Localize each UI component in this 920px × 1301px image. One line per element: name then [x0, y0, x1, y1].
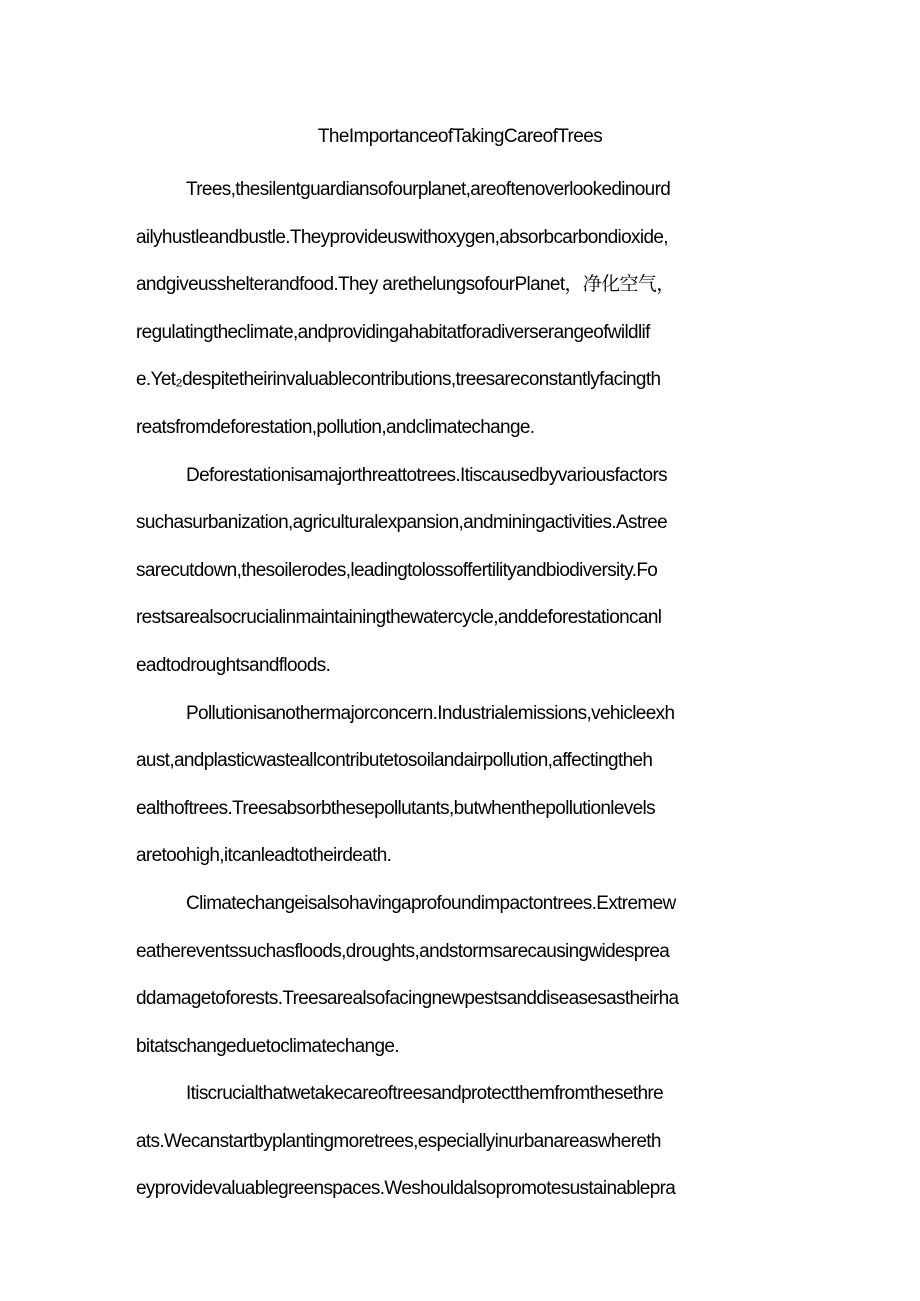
paragraph-3-line-2: aust,andplasticwasteallcontributetosoilandairpollution,affectingtheh	[136, 750, 653, 772]
document-body	[136, 166, 786, 1213]
paragraph-5-line-2: ats.Wecanstartbyplantingmoretrees,especiallyinurbanareaswhereth	[136, 1130, 661, 1152]
paragraph-1-line-2: ailyhustleandbustle.Theyprovideuswithoxygen,absorbcarbondioxide,	[136, 226, 668, 248]
paragraph-3-line-3: ealthoftrees.Treesabsorbthesepollutants,butwhenthepollutionlevels	[136, 797, 655, 819]
document-title: TheImportanceofTakingCareofTrees	[317, 126, 603, 147]
paragraph-4-line-1: Climatechangeisalsohavingaprofoundimpactontrees.Extremew	[186, 892, 676, 914]
paragraph-4-line-2: eathereventssuchasfloods,droughts,andstormsarecausingwidesprea	[136, 940, 670, 962]
paragraph-2-line-1: Deforestationisamajorthreattotrees.Itiscausedbyvariousfactors	[186, 464, 667, 486]
paragraph-2-line-3: sarecutdown,thesoilerodes,leadingtolossoffertilityandbiodiversity.Fo	[136, 559, 658, 581]
paragraph-3-line-4: aretoohigh,itcanleadtotheirdeath.	[136, 845, 392, 867]
paragraph-1-line-4: regulatingtheclimate,andprovidingahabitatforadiverserangeofwildlif	[136, 321, 650, 343]
paragraph-3-line-1: Pollutionisanothermajorconcern.Industrialemissions,vehicleexh	[186, 702, 675, 724]
paragraph-5-line-1: Itiscrucialthatwetakecareoftreesandprotectthemfromthesethre	[186, 1083, 664, 1105]
paragraph-5-line-3: eyprovidevaluablegreenspaces.Weshouldalsopromotesustainablepra	[136, 1178, 676, 1200]
paragraph-1-line-1: Trees,thesilentguardiansofourplanet,areoftenoverlookedinourd	[186, 179, 671, 200]
paragraph-2-line-2: suchasurbanization,agriculturalexpansion,andminingactivities.Astree	[136, 512, 667, 534]
paragraph-1-line-5: e.Yet₂despitetheirinvaluablecontributions,treesareconstantlyfacingth	[136, 369, 661, 391]
paragraph-4-line-4: bitatschangeduetoclimatechange.	[136, 1035, 399, 1057]
paragraph-2-line-5: eadtodroughtsandfloods.	[136, 654, 331, 676]
paragraph-4-line-3: ddamagetoforests.Treesarealsofacingnewpestsanddiseasesastheirha	[136, 988, 679, 1010]
paragraph-2-line-4: restsarealsocrucialinmaintainingthewatercycle,anddeforestationcanl	[136, 607, 662, 629]
paragraph-1-line-6: reatsfromdeforestation,pollution,andclimatechange.	[136, 416, 535, 438]
paragraph-1-line-3: andgiveusshelterandfood.They arethelungsofourPlanet，净化空气，	[136, 274, 675, 296]
